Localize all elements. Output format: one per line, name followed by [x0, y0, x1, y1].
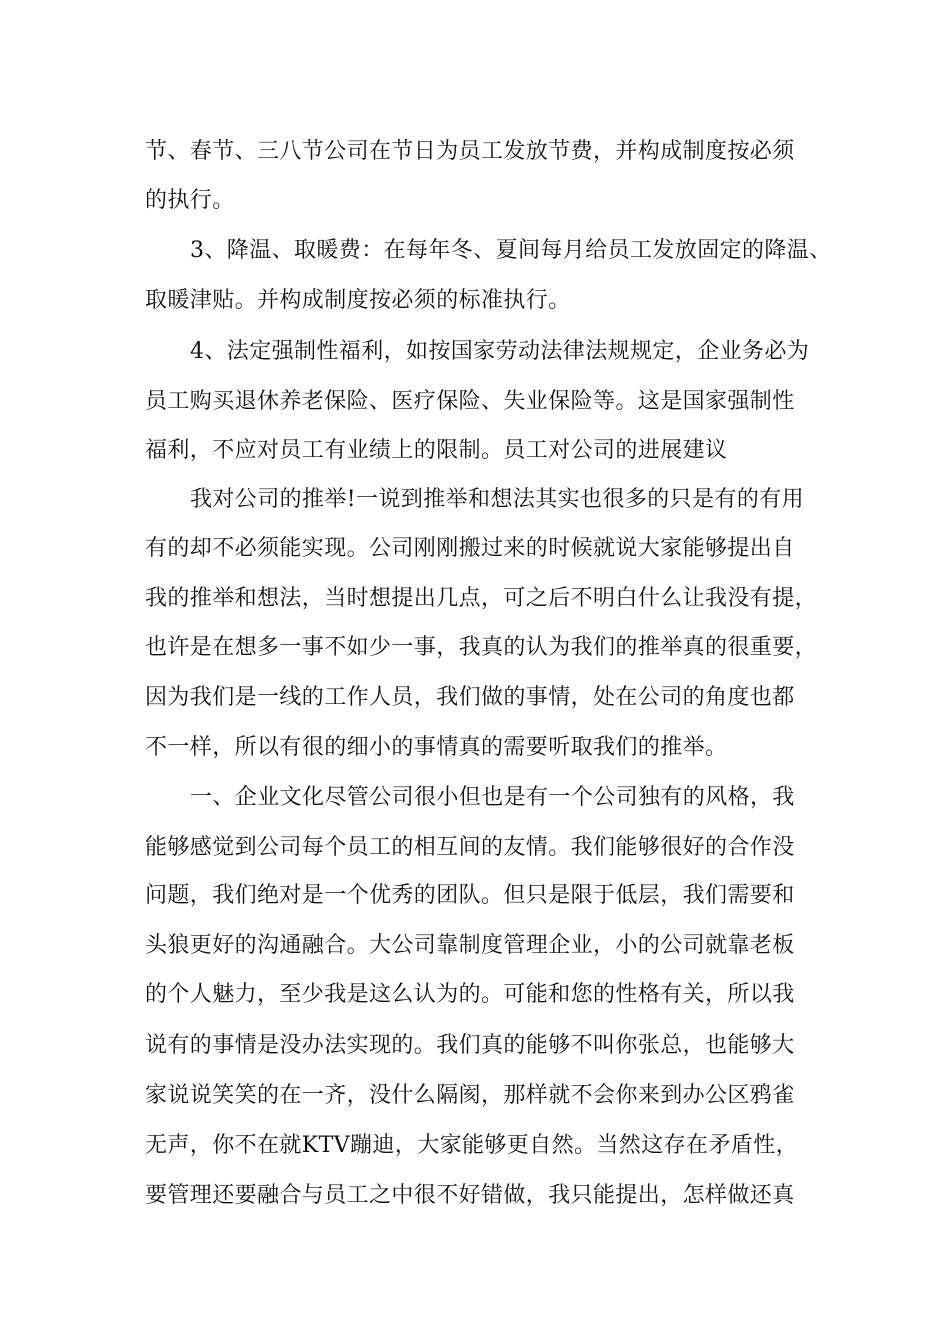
text-line: 福利，不应对员工有业绩上的限制。员工对公司的进展建议	[145, 438, 728, 463]
text-line: 员工购买退休养老保险、医疗保险、失业保险等。这是国家强制性	[145, 389, 795, 414]
text-line: 节、春节、三八节公司在节日为员工发放节费，并构成制度按必须	[145, 139, 795, 164]
text-line: 头狼更好的沟通融合。大公司靠制度管理企业，小的公司就靠老板	[145, 933, 795, 958]
text-line: 我的推举和想法，当时想提出几点，可之后不明白什么让我没有提，	[145, 586, 818, 611]
text-line: 问题，我们绝对是一个优秀的团队。但只是限于低层，我们需要和	[145, 883, 795, 908]
text-line: 取暖津贴。并构成制度按必须的标准执行。	[145, 288, 571, 313]
text-line: 3、降温、取暖费：在每年冬、夏间每月给员工发放固定的降温、	[190, 238, 832, 263]
text-line: 我对公司的推举!一说到推举和想法其实也很多的只是有的有用	[190, 487, 805, 512]
text-line: 也许是在想多一事不如少一事，我真的认为我们的推举真的很重要，	[145, 635, 818, 660]
text-line: 4、法定强制性福利，如按国家劳动法律法规规定，企业务必为	[190, 339, 810, 364]
text-line: 要管理还要融合与员工之中很不好错做，我只能提出，怎样做还真	[145, 1183, 795, 1208]
text-line: 有的却不必须能实现。公司刚刚搬过来的时候就说大家能够提出自	[145, 536, 795, 561]
text-line: 的个人魅力，至少我是这么认为的。可能和您的性格有关，所以我	[145, 982, 795, 1007]
text-line: 一、企业文化尽管公司很小但也是有一个公司独有的风格，我	[190, 785, 795, 810]
text-line: 说有的事情是没办法实现的。我们真的能够不叫你张总，也能够大	[145, 1033, 795, 1058]
text-line: 家说说笑笑的在一齐，没什么隔阂，那样就不会你来到办公区鸦雀	[145, 1083, 795, 1108]
text-line: 不一样，所以有很的细小的事情真的需要听取我们的推举。	[145, 735, 728, 760]
text-line: 能够感觉到公司每个员工的相互间的友情。我们能够很好的合作没	[145, 835, 795, 860]
text-line: 无声，你不在就KTV蹦迪，大家能够更自然。当然这存在矛盾性，	[145, 1133, 798, 1158]
text-line: 的执行。	[145, 188, 235, 213]
text-line: 因为我们是一线的工作人员，我们做的事情，处在公司的角度也都	[145, 685, 795, 710]
